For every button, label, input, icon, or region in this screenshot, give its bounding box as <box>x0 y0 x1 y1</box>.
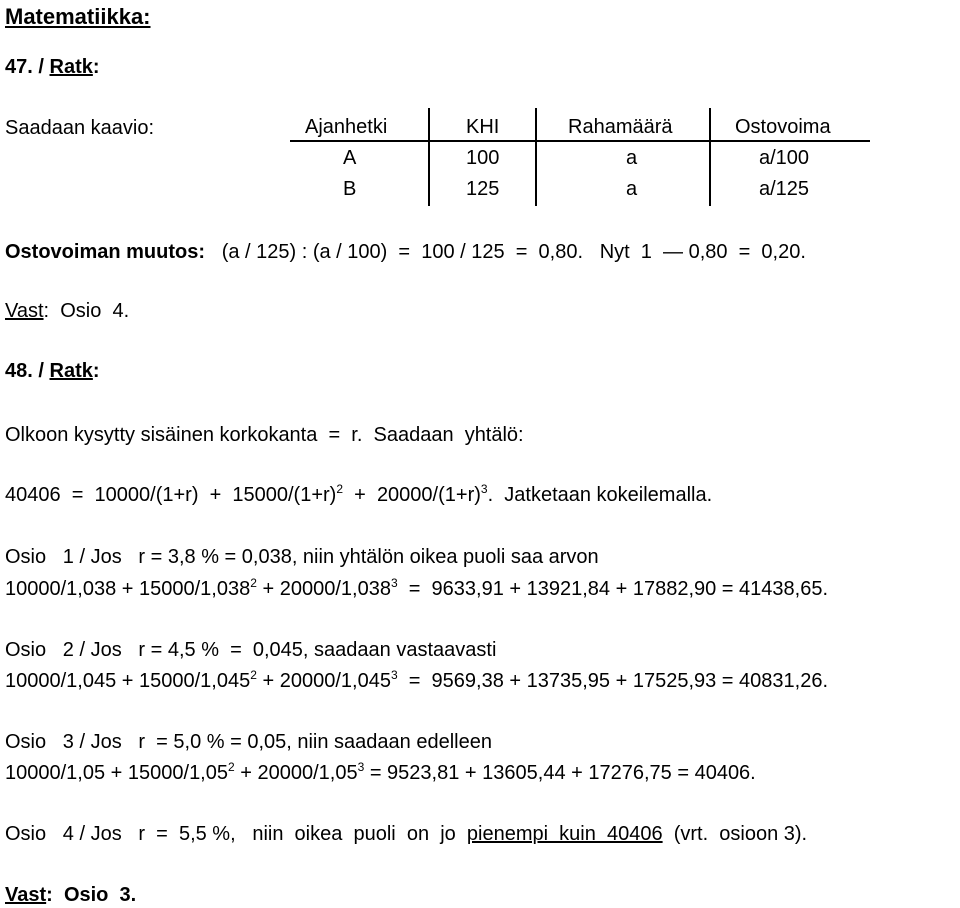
table-header-rule <box>290 140 870 142</box>
problem-number: 48. <box>5 360 33 382</box>
osio-2-heading: Osio 2 / Jos r = 4,5 % = 0,045, saadaan vastaavasti <box>5 639 497 661</box>
equation-line: $40406 = 10000/(1+r) + 15000/(1+r)^2 + 20000/(1+r)^3$. Jatketaan kokeilemalla. <box>5 482 713 506</box>
table-header-cell: Ostovoima <box>735 116 831 138</box>
table-header-cell: Rahamäärä <box>568 116 673 138</box>
table-cell: a <box>626 178 638 200</box>
underlined-conclusion: pienempi kuin 40406 <box>466 823 663 845</box>
muutos-label: Ostovoiman muutos: <box>5 241 206 263</box>
problem-number: 47. <box>5 56 33 78</box>
table-column-divider <box>709 108 711 206</box>
osio-1-calculation: $10000/1,038 + 15000/1,038^2 + 20000/1,038^3 = 9633,91 + 13921,84 + 17882,90 = 41438,65$. <box>5 576 829 600</box>
table-column-divider <box>428 108 430 206</box>
osio-2-calculation: $10000/1,045 + 15000/1,045^2 + 20000/1,045^3 = 9569,38 + 13735,95 + 17525,93 = 40831,26$. <box>5 668 829 692</box>
vast-label: Vast <box>5 300 44 322</box>
table-cell: a/125 <box>759 178 810 200</box>
osio-4-line: Osio 4 / Jos r = 5,5 %, niin oikea puoli on jo pienempi kuin 40406 (vrt. osioon 3). <box>5 823 808 845</box>
muutos-line: Ostovoiman muutos: (a / 125) : (a / 100) = 100 / 125 = 0,80. Nyt 1 — 0,80 = 0,20. <box>5 241 806 263</box>
vast-label: Vast <box>5 884 47 906</box>
table-cell: 125 <box>466 178 500 200</box>
table-header-cell: Ajanhetki <box>305 116 388 138</box>
osio-1-heading: Osio 1 / Jos r = 3,8 % = 0,038, niin yhtälön oikea puoli saa arvon <box>5 546 599 568</box>
problem-48-heading: 48. / Ratk: <box>5 360 100 382</box>
problem-47-heading: 47. / Ratk: <box>5 56 100 78</box>
table-cell: 100 <box>466 147 500 169</box>
answer-47: Vast: Osio 4. <box>5 300 130 322</box>
table-column-divider <box>535 108 537 206</box>
osio-3-calculation: $10000/1,05 + 15000/1,05^2 + 20000/1,05^3 = 9523,81 + 13605,44 + 17276,75 = 40406$. <box>5 760 756 784</box>
table-cell: a <box>626 147 638 169</box>
answer-48: Vast: Osio 3. <box>5 884 137 906</box>
page-title: Matematiikka: <box>5 4 151 29</box>
table-cell: A <box>343 147 357 169</box>
osio-3-heading: Osio 3 / Jos r = 5,0 % = 0,05, niin saadaan edelleen <box>5 731 492 753</box>
intro-line: Olkoon kysytty sisäinen korkokanta = r. Saadaan yhtälö: <box>5 424 524 446</box>
ratk-label: Ratk <box>49 56 93 78</box>
table-cell: a/100 <box>759 147 810 169</box>
kaavio-label: Saadaan kaavio: <box>5 117 155 139</box>
ratk-label: Ratk <box>49 360 93 382</box>
table-header-cell: KHI <box>466 116 500 138</box>
table-cell: B <box>343 178 357 200</box>
